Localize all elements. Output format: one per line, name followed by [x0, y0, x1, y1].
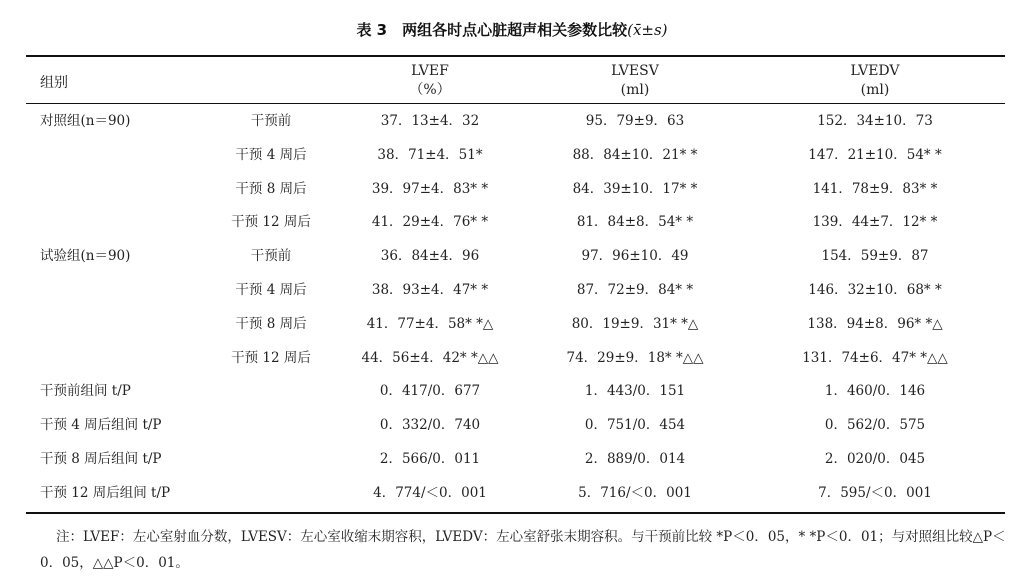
table-row	[0, 239, 1024, 273]
cell-lvedv: 152．34±10．73	[817, 113, 933, 129]
header-group: 组别	[40, 75, 68, 91]
top-rule	[26, 55, 1005, 57]
header-lvesv	[535, 62, 735, 100]
row-group-label: 干预前组间 t/P	[40, 383, 131, 400]
table-row	[0, 307, 1024, 341]
row-group-label: 试验组(n＝90)	[40, 248, 131, 265]
cell-lvedv: 139．44±7．12* *	[812, 214, 938, 231]
cell-lvedv: 131．74±6．47* *△△	[802, 349, 948, 366]
cell-lvef: 44．56±4．42* *△△	[361, 349, 499, 366]
table-row	[0, 205, 1024, 239]
bottom-rule	[26, 512, 1005, 514]
cell-lvef: 2．566/0．011	[379, 451, 481, 467]
cell-lvedv: 154．59±9．87	[821, 248, 929, 265]
cell-lvesv: 97．96±10．49	[581, 248, 689, 265]
cell-lvedv: 138．94±8．96* *△	[807, 315, 943, 332]
cell-lvesv: 87．72±9．84* *	[576, 282, 694, 298]
cell-lvesv: 80．19±9．31* *△	[571, 315, 699, 332]
cell-lvef: 41．29±4．76* *	[371, 214, 489, 231]
cell-lvesv: 81．84±8．54* *	[576, 214, 694, 231]
header-lvesv-label: LVESV	[611, 63, 659, 79]
row-timepoint: 干预 12 周后	[231, 349, 311, 366]
cell-lvesv: 74．29±9．18* *△△	[566, 349, 704, 366]
table-row	[0, 476, 1024, 510]
row-timepoint: 干预 8 周后	[235, 180, 307, 197]
cell-lvesv: 88．84±10．21* *	[572, 146, 698, 163]
table-title-text: 表 3 两组各时点心脏超声相关参数比较	[356, 21, 628, 39]
table-row	[0, 408, 1024, 442]
cell-lvef: 36．84±4．96	[380, 248, 480, 265]
table-row	[0, 442, 1024, 476]
table-note	[40, 524, 1015, 576]
row-timepoint: 干预前	[250, 248, 292, 265]
row-timepoint	[205, 408, 337, 442]
table-title	[0, 19, 1024, 40]
row-timepoint: 干预 4 周后	[235, 282, 307, 298]
row-timepoint	[205, 476, 337, 510]
header-lvef-label: LVEF	[411, 63, 449, 79]
header-lvesv-unit: (ml)	[620, 82, 650, 98]
table-title-formula: (x̄±s)	[627, 21, 668, 39]
header-lvedv-unit: (ml)	[860, 82, 890, 98]
table-row	[0, 104, 1024, 138]
header-lvedv-label: LVEDV	[850, 63, 900, 79]
row-group-label: 干预 4 周后组间 t/P	[40, 417, 162, 434]
row-timepoint: 干预 4 周后	[235, 146, 307, 163]
header-lvef-unit: （%）	[409, 82, 451, 98]
row-group-label: 干预 12 周后组间 t/P	[40, 484, 171, 501]
row-timepoint	[205, 374, 337, 408]
cell-lvedv: 1．460/0．146	[824, 383, 926, 400]
table-row	[0, 374, 1024, 408]
cell-lvef: 0．417/0．677	[379, 383, 481, 400]
cell-lvef: 4．774/＜0．001	[373, 484, 487, 501]
row-timepoint: 干预前	[250, 113, 292, 129]
row-timepoint	[205, 442, 337, 476]
cell-lvesv: 84．39±10．17* *	[572, 180, 698, 197]
cell-lvesv: 5．716/＜0．001	[578, 484, 692, 501]
cell-lvef: 39．97±4．83* *	[371, 180, 489, 197]
cell-lvef: 38．71±4．51*	[377, 146, 483, 163]
table-row	[0, 341, 1024, 375]
cell-lvedv: 7．595/＜0．001	[818, 484, 932, 501]
cell-lvedv: 0．562/0．575	[824, 417, 926, 434]
table-row	[0, 138, 1024, 172]
cell-lvedv: 2．020/0．045	[824, 451, 926, 467]
row-timepoint: 干预 8 周后	[235, 315, 307, 332]
header-lvedv	[775, 62, 975, 100]
cell-lvef: 37．13±4．32	[380, 113, 480, 129]
row-group-label: 干预 8 周后组间 t/P	[40, 451, 162, 467]
cell-lvedv: 147．21±10．54* *	[808, 146, 942, 163]
row-group-label: 对照组(n＝90)	[40, 113, 131, 129]
table-note-text: 注：LVEF：左心室射血分数，LVESV：左心室收缩末期容积，LVEDV：左心室舒张末期容积。与干预前比较 *P＜0．05，* *P＜0．01；与对照组比较△P＜0．05，△△P＜0．01。	[40, 529, 1006, 571]
cell-lvedv: 141．78±9．83* *	[812, 180, 938, 197]
header-lvef	[330, 62, 530, 100]
cell-lvesv: 1．443/0．151	[584, 383, 686, 400]
table-row	[0, 172, 1024, 206]
cell-lvef: 0．332/0．740	[379, 417, 481, 434]
cell-lvef: 41．77±4．58* *△	[366, 315, 494, 332]
row-timepoint: 干预 12 周后	[231, 214, 311, 231]
cell-lvesv: 95．79±9．63	[585, 113, 685, 129]
cell-lvesv: 2．889/0．014	[584, 451, 686, 467]
cell-lvef: 38．93±4．47* *	[371, 282, 489, 298]
table-row	[0, 273, 1024, 307]
cell-lvesv: 0．751/0．454	[584, 417, 686, 434]
cell-lvedv: 146．32±10．68* *	[808, 282, 942, 298]
